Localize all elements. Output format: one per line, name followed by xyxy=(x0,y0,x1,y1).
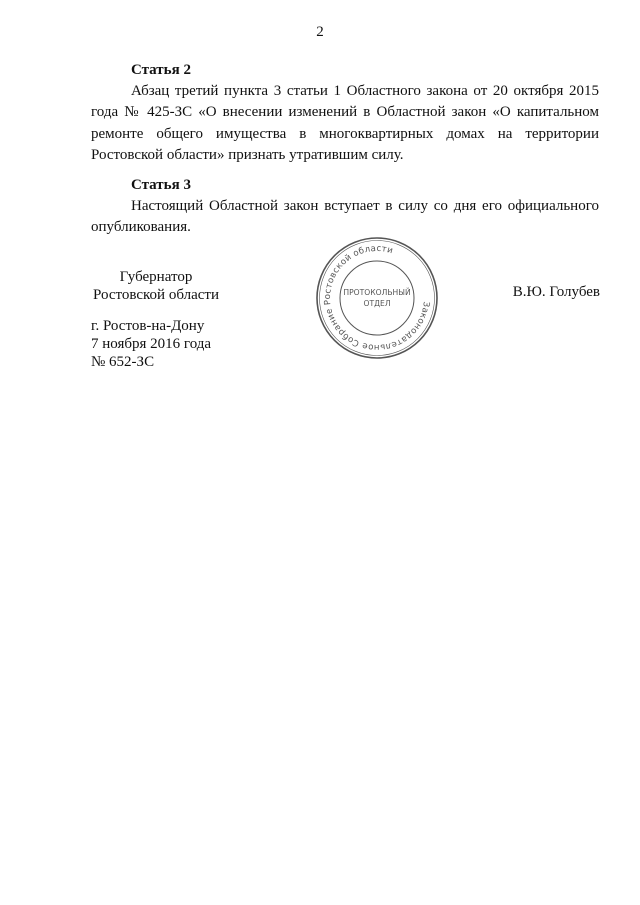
signatory-position-line2: Ростовской области xyxy=(93,287,219,303)
signatory-name: В.Ю. Голубев xyxy=(512,284,600,300)
article-2-heading: Статья 2 xyxy=(131,62,191,78)
stamp-center-line2: ОТДЕЛ xyxy=(363,299,391,308)
law-number: № 652-ЗС xyxy=(91,354,155,370)
stamp-outer-ring-thin xyxy=(320,241,435,356)
official-stamp xyxy=(314,235,440,361)
stamp-center-line1: ПРОТОКОЛЬНЫЙ xyxy=(343,288,411,297)
article-2-text: Абзац третий пункта 3 статьи 1 Областного закона от 20 октября 2015 года № 425-ЗС «О внесении изменений в Областной закон «О капитальном ремонте общего имущества в многоквартирных домах на территории Ростовской области» признать утратившим силу. xyxy=(91,83,599,163)
article-3-heading: Статья 3 xyxy=(131,177,191,193)
city: г. Ростов-на-Дону xyxy=(91,318,205,334)
stamp-inner-ring xyxy=(340,261,414,335)
article-3-text: Настоящий Областной закон вступает в силу со дня его официального опубликования. xyxy=(91,198,599,236)
svg-text:Законодательное Собрание Росто xyxy=(319,240,434,355)
date: 7 ноября 2016 года xyxy=(91,336,212,352)
stamp-outer-ring xyxy=(317,238,437,358)
signatory-position xyxy=(91,268,221,304)
stamp-ring-text: Законодательное Собрание Ростовской области xyxy=(322,243,431,353)
signatory-position-line1: Губернатор xyxy=(119,269,193,285)
page-number: 2 xyxy=(316,24,324,40)
place-and-date xyxy=(91,317,211,371)
